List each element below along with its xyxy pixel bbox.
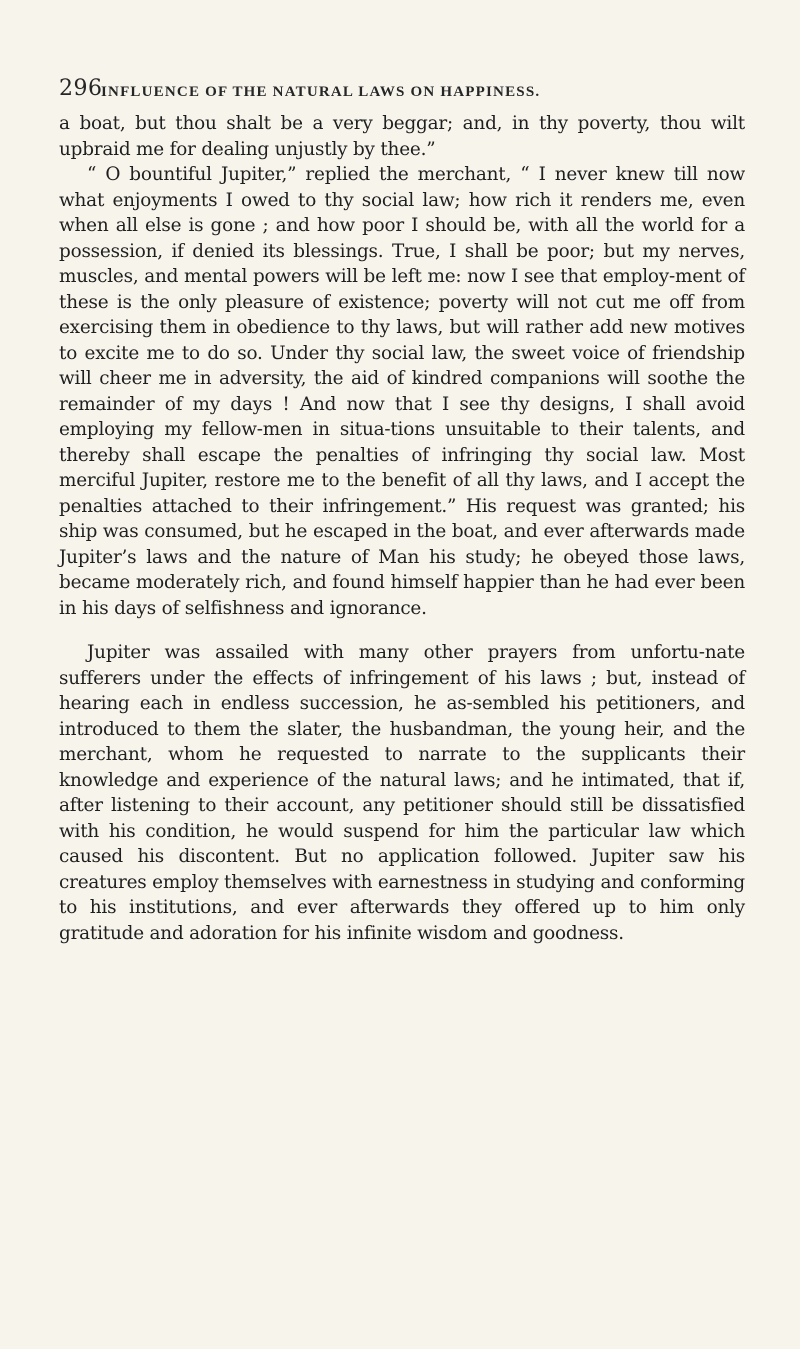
paragraph-jupiter-petitioners: Jupiter was assailed with many other prayers from unfortu-nate sufferers under the effects of infringement of his laws ; but, instead of hearing each in endless succession, he as-sembled his petitioners, and introduced to them the slater, the husbandman, the young heir, and the merchant, whom he requested to narrate to the supplicants their knowledge and experience of the natural laws; and he intimated, that if, after listening to their account, any petitioner should still be dissatisfied with his condition, he would suspend for him the particular law which caused his discontent. But no application followed. Jupiter saw his creatures employ themselves with earnestness in studying and conforming to his institutions, and ever afterwards they offered up to him only gratitude and adoration for his infinite wisdom and goodness.	[59, 642, 745, 944]
body-text	[59, 111, 745, 946]
page-header	[59, 76, 759, 108]
running-title: INFLUENCE OF THE NATURAL LAWS ON HAPPINESS.	[101, 84, 541, 100]
paragraph-continuation: a boat, but thou shalt be a very beggar; and, in thy poverty, thou wilt upbraid me for dealing unjustly by thee.”	[59, 113, 745, 160]
paragraph-merchant-reply: “ O bountiful Jupiter,” replied the merchant, “ I never knew till now what enjoyments I owed to thy social law; how rich it renders me, even when all else is gone ; and how poor I should be, with all the world for a possession, if denied its blessings. True, I shall be poor; but my nerves, muscles, and mental powers will be left me: now I see that employ-ment of these is the only pleasure of existence; poverty will not cut me off from exercising them in obedience to thy laws, but will rather add new motives to excite me to do so. Under thy social law, the sweet voice of friendship will cheer me in adversity, the aid of kindred companions will soothe the remainder of my days ! And now that I see thy designs, I shall avoid employing my fellow-men in situa-tions unsuitable to their talents, and thereby shall escape the penalties of infringing thy social law. Most merciful Jupiter, restore me to the benefit of all thy laws, and I accept the penalties attached to their infringement.” His request was granted; his ship was consumed, but he escaped in the boat, and ever afterwards made Jupiter’s laws and the nature of Man his study; he obeyed those laws, became moderately rich, and found himself happier than he had ever been in his days of selfishness and ignorance.	[59, 164, 745, 619]
page-number: 296	[59, 76, 103, 101]
